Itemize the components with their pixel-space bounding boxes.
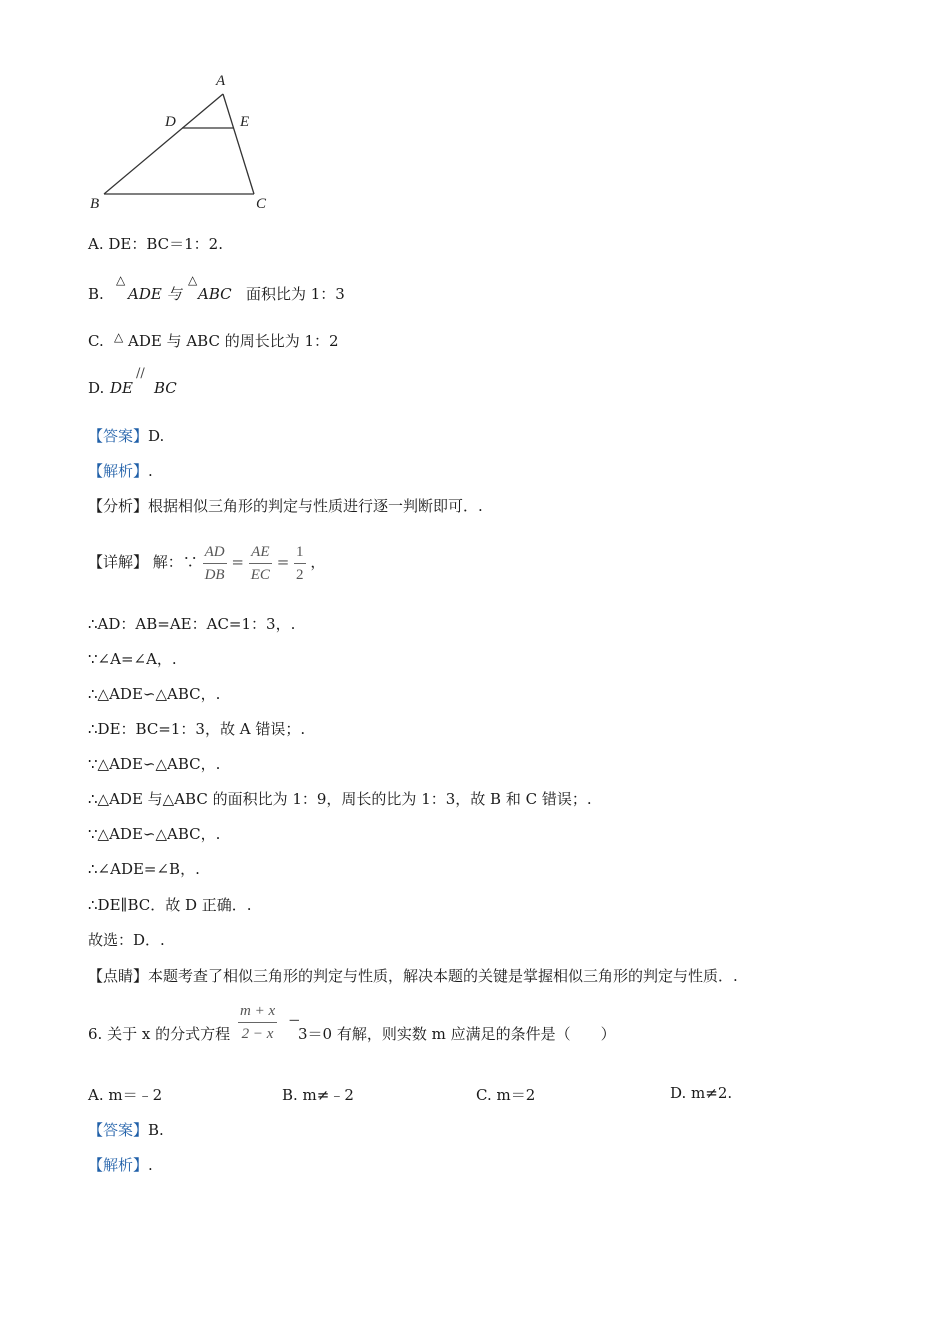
option-c: [88, 331, 388, 355]
q6-analysis-line: [88, 1155, 153, 1175]
step-line: ∴DE：BC=1：3，故 A 错误；.: [88, 720, 306, 738]
answer-line: [88, 426, 164, 446]
q6-option-d: D. m≠2.: [670, 1084, 733, 1102]
fraction-numerator: m + x: [238, 1000, 277, 1023]
option-a: A. DE：BC＝1：2.: [88, 235, 223, 253]
step-line: ∵∠A=∠A，.: [88, 650, 177, 668]
analysis-tag: 【解析】: [88, 1156, 149, 1174]
option-b: [88, 273, 388, 308]
step-line: ∴△ADE 与△ABC 的面积比为 1：9，周长的比为 1：3，故 B 和 C 错误；.: [88, 790, 592, 808]
detail-tag: 【详解】: [88, 553, 149, 571]
triangle-icon: △: [116, 273, 126, 287]
option-c-prefix: C.: [88, 332, 104, 350]
fraction-denominator: DB: [204, 566, 225, 583]
vertex-label-d: D: [165, 114, 176, 130]
option-d: [88, 366, 288, 402]
triangle-icon: △: [188, 273, 198, 287]
q6-answer-line: [88, 1120, 164, 1140]
step-line: ∴AD：AB=AE：AC=1：3，.: [88, 615, 296, 633]
side-ac: [223, 94, 254, 194]
analysis-value: .: [148, 1156, 153, 1174]
fraction-ad-db: [203, 541, 227, 586]
analysis-line: [88, 461, 153, 481]
fenxi-line: [88, 496, 483, 516]
fraction-denominator: EC: [250, 566, 270, 583]
step-line: ∴△ADE∽△ABC，.: [88, 685, 221, 703]
vertex-label-a: A: [216, 73, 226, 89]
fraction-denominator: 2 − x: [241, 1026, 274, 1042]
question-6-stem: [88, 1000, 788, 1060]
answer-value: B.: [148, 1121, 164, 1139]
fraction-numerator: AE: [249, 541, 272, 564]
dianjing-line: [88, 966, 738, 986]
step-line: 故选：D．.: [88, 931, 165, 949]
minus-sign: −: [288, 1011, 301, 1029]
fraction-ae-ec: [249, 541, 272, 586]
equals-sign: =: [276, 553, 290, 571]
detail-tail: ，: [310, 553, 326, 571]
option-d-prefix: D.: [88, 379, 105, 397]
fenxi-tag: 【分析】: [88, 497, 149, 515]
side-ab: [104, 94, 223, 194]
step-line: ∵△ADE∽△ABC，.: [88, 825, 221, 843]
answer-tag: 【答案】: [88, 1121, 149, 1139]
q6-option-b: B. m≠﹣2: [282, 1086, 354, 1104]
vertex-label-b: B: [90, 196, 100, 212]
option-b-text2: ABC: [198, 285, 232, 303]
triangle-figure: [80, 70, 300, 220]
answer-tag: 【答案】: [88, 427, 149, 445]
question-6-tail: 3＝0 有解，则实数 m 应满足的条件是（ ）: [298, 1025, 616, 1043]
q6-option-a: A. m＝﹣2: [88, 1086, 163, 1104]
option-b-text3: 面积比为 1：3: [246, 285, 345, 303]
parallel-symbol: //: [136, 366, 145, 381]
fenxi-value: 根据相似三角形的判定与性质进行逐一判断即可．.: [148, 497, 483, 515]
vertex-label-c: C: [256, 196, 267, 212]
fraction-one-half: [294, 541, 306, 586]
detail-lead: 解：∵: [152, 553, 198, 571]
option-b-prefix: B.: [88, 285, 104, 303]
equals-sign: =: [231, 553, 244, 571]
fraction-q6: [238, 1000, 277, 1045]
dianjing-tag: 【点睛】: [88, 967, 149, 985]
analysis-tag: 【解析】: [88, 462, 149, 480]
option-d-text2: BC: [154, 379, 177, 397]
question-6-lead: 6. 关于 x 的分式方程: [88, 1025, 231, 1043]
step-line: ∵△ADE∽△ABC，.: [88, 755, 221, 773]
answer-value: D.: [148, 427, 165, 445]
detail-line: [88, 537, 325, 587]
vertex-label-e: E: [240, 114, 250, 130]
step-line: ∴∠ADE=∠B，.: [88, 860, 200, 878]
dianjing-value: 本题考查了相似三角形的判定与性质，解决本题的关键是掌握相似三角形的判定与性质．.: [148, 967, 738, 985]
option-d-text1: DE: [110, 379, 133, 397]
step-line: ∴DE∥BC．故 D 正确．.: [88, 896, 252, 914]
fraction-denominator: 2: [296, 566, 304, 583]
option-b-text1: ADE 与: [128, 285, 182, 303]
q6-option-c: C. m＝2: [476, 1086, 536, 1104]
option-c-text: ADE 与 ABC 的周长比为 1：2: [128, 332, 339, 350]
analysis-value: .: [148, 462, 153, 480]
triangle-icon: △: [114, 330, 124, 344]
fraction-numerator: 1: [294, 541, 306, 564]
fraction-numerator: AD: [203, 541, 227, 564]
